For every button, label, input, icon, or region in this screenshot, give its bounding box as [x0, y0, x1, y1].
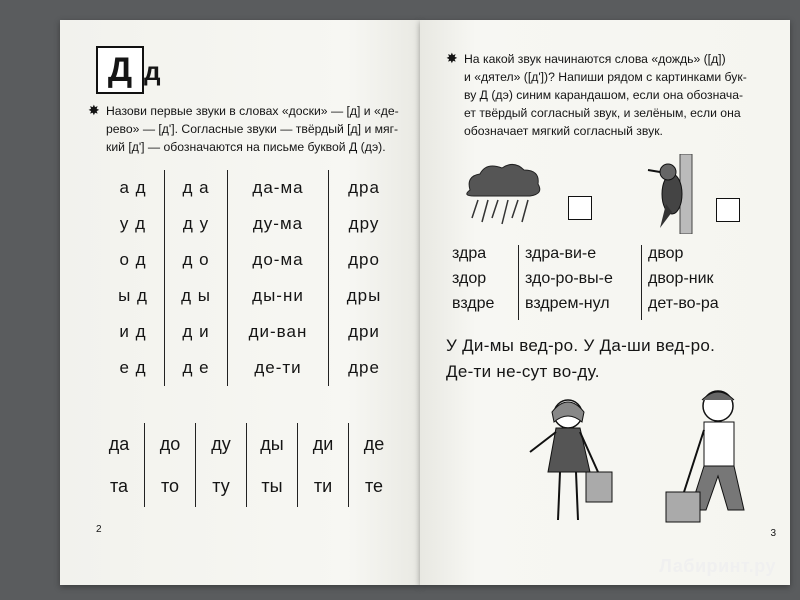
- table-row: [102, 170, 399, 206]
- syllable-cell: д а: [165, 170, 228, 206]
- table-row: вздре вздрем-нул дет-во-ра: [446, 295, 744, 320]
- syllable-cell: а д: [102, 170, 165, 206]
- syllable-cell: ди-ван: [228, 314, 329, 350]
- reading-sentence: Де-ти не-сут во-ду.: [446, 362, 600, 381]
- page-number-right: 3: [770, 528, 776, 539]
- boy-with-bucket-icon: [660, 380, 770, 540]
- syllable-cell: д е: [165, 350, 228, 386]
- pair-column: да та: [94, 423, 145, 507]
- page-number-left: 2: [96, 524, 102, 535]
- syllable-cell: и д: [102, 314, 165, 350]
- watermark-logo: Лабиринт.ру: [659, 556, 776, 576]
- answer-box-woodpecker[interactable]: [716, 198, 740, 222]
- table-row: [102, 206, 399, 242]
- syllable-cell: дре: [348, 358, 380, 377]
- syllable-pairs: [94, 423, 399, 507]
- syllable-cell: де-ти: [228, 350, 329, 386]
- star-bullet-icon: ✸: [88, 102, 100, 118]
- big-letter-box: Д: [96, 46, 144, 94]
- syllable-cell: дра: [348, 178, 380, 197]
- syllable-cell: о д: [102, 242, 165, 278]
- woodpecker-icon: [638, 154, 708, 234]
- syllable-cell: да-ма: [228, 170, 329, 206]
- syllable-cell: д о: [165, 242, 228, 278]
- syllable-cell: е д: [102, 350, 165, 386]
- syllable-cell: д у: [165, 206, 228, 242]
- syllable-cell: ды-ни: [228, 278, 329, 314]
- syllable-cell: д и: [165, 314, 228, 350]
- right-page: [420, 20, 790, 585]
- open-book: [50, 20, 790, 585]
- table-row: [102, 314, 399, 350]
- syllable-cell: до-ма: [228, 242, 329, 278]
- syllable-cell: дры: [346, 286, 382, 305]
- girl-with-bucket-icon: [520, 392, 630, 532]
- table-row: [102, 278, 399, 314]
- rain-cloud-icon: [458, 160, 548, 230]
- syllable-cell: дро: [348, 250, 380, 269]
- syllable-cell: дри: [348, 322, 380, 341]
- syllable-cell: ы д: [102, 278, 165, 314]
- left-instruction: Назови первые звуки в словах «доски» — [д] и «де- рево» — [д']. Согласные звуки — твёрдый [д] и мяг- кий [д'] — обозначаются на письме буквой Д (дэ).: [106, 104, 399, 154]
- small-letter: д: [144, 56, 161, 86]
- table-row: [102, 242, 399, 278]
- syllable-cell: дру: [348, 214, 380, 233]
- table-row: [102, 350, 399, 386]
- table-row: здра здра-ви-е двор: [446, 245, 744, 270]
- syllable-cell: ду-ма: [228, 206, 329, 242]
- word-table: [446, 245, 744, 320]
- pair-column: ды ты: [247, 423, 298, 507]
- pair-column: де те: [363, 434, 385, 496]
- left-page: [60, 20, 420, 585]
- syllable-cell: д ы: [165, 278, 228, 314]
- pair-column: ди ти: [298, 423, 349, 507]
- pair-column: до то: [145, 423, 196, 507]
- table-row: здор здо-ро-вы-е двор-ник: [446, 270, 744, 295]
- answer-box-rain[interactable]: [568, 196, 592, 220]
- syllable-table: [102, 170, 399, 386]
- reading-sentence: У Ди-мы вед-ро. У Да-ши вед-ро.: [446, 336, 716, 355]
- star-bullet-icon: ✸: [446, 50, 458, 66]
- right-instruction: На какой звук начинаются слова «дождь» ([д]) и «дятел» ([д'])? Напиши рядом с картинками бук- ву Д (дэ) синим карандашом, если она обознача- ет твёрдый согласный звук, и зелёным, если она обозначает мягкий согласный звук.: [464, 52, 747, 138]
- pair-column: ду ту: [196, 423, 247, 507]
- syllable-cell: у д: [102, 206, 165, 242]
